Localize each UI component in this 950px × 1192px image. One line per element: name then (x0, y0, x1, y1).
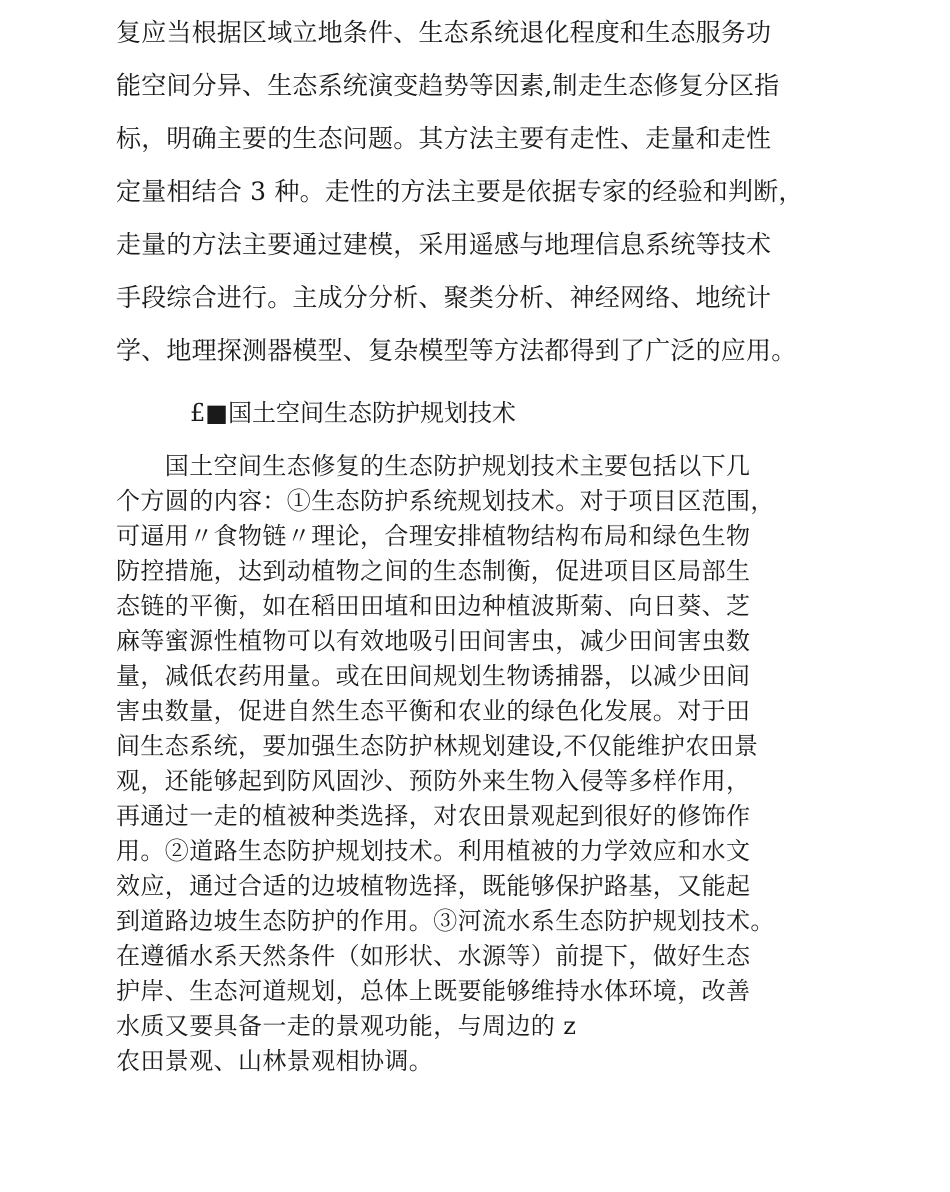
paragraph-2-line-1: 国土空间生态修复的生态防护规划技术主要包括以下几 (116, 452, 751, 480)
paragraph-2-line-10: 观，还能够起到防风固沙、预防外来生物入侵等多样作用， (116, 767, 751, 795)
paragraph-2-line-2: 个方圆的内容：①生态防护系统规划技术。对于项目区范围， (116, 487, 775, 515)
section-heading: £■国土空间生态防护规划技术 (190, 399, 516, 427)
paragraph-2-line-3: 可逼用〃食物链〃理论，合理安排植物结构布局和绿色生物 (116, 522, 751, 550)
paragraph-2-line-4: 防控措施，达到动植物之间的生态制衡，促进项目区局部生 (116, 557, 751, 585)
paragraph-1-line-3: 标，明确主要的生态问题。其方法主要有走性、走量和走性 (116, 124, 772, 153)
paragraph-2-line-17: 水质又要具备一走的景观功能，与周边的 z (116, 1012, 577, 1040)
paragraph-2-line-6: 麻等蜜源性植物可以有效地吸引田间害虫，减少田间害虫数 (116, 627, 751, 655)
paragraph-2-line-7: 量，减低农药用量。或在田间规划生物诱捕器，以减少田间 (116, 662, 751, 690)
paragraph-2-line-5: 态链的平衡，如在稻田田埴和田边种植波斯菊、向日葵、芝 (116, 592, 751, 620)
paragraph-2-line-14: 到道路边坡生态防护的作用。③河流水系生态防护规划技术。 (116, 907, 775, 935)
paragraph-1-line-1: 复应当根据区域立地条件、生态系统退化程度和生态服务功 (116, 18, 772, 47)
paragraph-2-line-8: 害虫数量，促进自然生态平衡和农业的绿色化发展。对于田 (116, 697, 751, 725)
paragraph-1-line-5: 走量的方法主要通过建模，采用遥感与地理信息系统等技术 (116, 230, 772, 259)
paragraph-2-line-12: 用。②道路生态防护规划技术。利用植被的力学效应和水文 (116, 837, 751, 865)
paragraph-1-line-4: 定量相结合 3 种。走性的方法主要是依据专家的经验和判断， (116, 177, 804, 206)
paragraph-1-line-6: 手段综合进行。主成分分析、聚类分析、神经网络、地统计 (116, 283, 772, 312)
paragraph-1-line-2: 能空间分异、生态系统演变趋势等因素,制走生态修复分区指 (116, 71, 780, 100)
paragraph-2-line-9: 间生态系统，要加强生态防护林规划建设,不仅能维护农田景 (116, 732, 759, 760)
paragraph-1-line-7: 学、地理探测器模型、复杂模型等方法都得到了广泛的应用。 (116, 336, 797, 365)
paragraph-2-line-13: 效应，通过合适的边坡植物选择，既能够保护路基，又能起 (116, 872, 751, 900)
paragraph-2-line-11: 再通过一走的植被种类选择，对农田景观起到很好的修饰作 (116, 802, 751, 830)
paragraph-2-line-18: 农田景观、山林景观相协调。 (116, 1047, 434, 1075)
paragraph-2-line-16: 护岸、生态河道规划，总体上既要能够维持水体环境，改善 (116, 977, 751, 1005)
paragraph-2-line-15: 在遵循水系天然条件（如形状、水源等）前提下，做好生态 (116, 942, 751, 970)
